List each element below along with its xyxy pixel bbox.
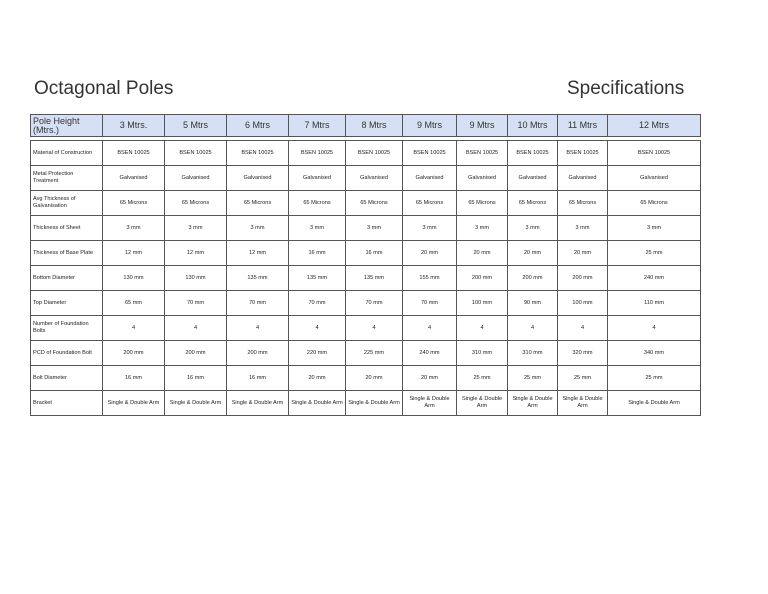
table-cell: Single & Double Arm bbox=[289, 391, 346, 416]
table-row bbox=[31, 141, 701, 166]
header-label: Pole Height (Mtrs.) bbox=[31, 115, 103, 137]
row-label: Thickness of Sheet bbox=[31, 216, 103, 241]
table-cell: 100 mm bbox=[558, 291, 608, 316]
table-row bbox=[31, 216, 701, 241]
row-label: Avg Thickness of Galvanisation bbox=[31, 191, 103, 216]
table-cell: 310 mm bbox=[508, 341, 558, 366]
table-cell: 65 Microns bbox=[346, 191, 403, 216]
table-cell: 16 mm bbox=[103, 366, 165, 391]
table-cell: 240 mm bbox=[403, 341, 457, 366]
table-row bbox=[31, 191, 701, 216]
table-cell: Galvanised bbox=[508, 166, 558, 191]
table-row bbox=[31, 241, 701, 266]
table-cell: 200 mm bbox=[558, 266, 608, 291]
table-cell: BSEN 10025 bbox=[165, 141, 227, 166]
table-cell: 4 bbox=[289, 316, 346, 341]
table-cell: 3 mm bbox=[508, 216, 558, 241]
table-cell: 3 mm bbox=[558, 216, 608, 241]
table-row bbox=[31, 166, 701, 191]
table-cell: 12 mm bbox=[227, 241, 289, 266]
table-cell: 240 mm bbox=[608, 266, 701, 291]
table-cell: 225 mm bbox=[346, 341, 403, 366]
row-label: Bracket bbox=[31, 391, 103, 416]
column-header: 11 Mtrs bbox=[558, 115, 608, 137]
table-cell: 340 mm bbox=[608, 341, 701, 366]
table-row bbox=[31, 291, 701, 316]
table-cell: 200 mm bbox=[103, 341, 165, 366]
table-row bbox=[31, 366, 701, 391]
table-cell: Single & Double Arm bbox=[608, 391, 701, 416]
table-cell: 70 mm bbox=[403, 291, 457, 316]
table-cell: 70 mm bbox=[346, 291, 403, 316]
specifications-table bbox=[30, 114, 701, 416]
table-cell: BSEN 10025 bbox=[403, 141, 457, 166]
row-label: Bolt Diameter bbox=[31, 366, 103, 391]
table-cell: Galvanised bbox=[289, 166, 346, 191]
row-label: Material of Construction bbox=[31, 141, 103, 166]
table-cell: 3 mm bbox=[346, 216, 403, 241]
column-header: 8 Mtrs bbox=[346, 115, 403, 137]
table-cell: Galvanised bbox=[227, 166, 289, 191]
table-cell: 16 mm bbox=[289, 241, 346, 266]
table-row bbox=[31, 341, 701, 366]
table-cell: 12 mm bbox=[165, 241, 227, 266]
column-header: 12 Mtrs bbox=[608, 115, 701, 137]
table-cell: 135 mm bbox=[346, 266, 403, 291]
table-cell: 25 mm bbox=[608, 241, 701, 266]
row-label: Thickness of Base Plate bbox=[31, 241, 103, 266]
table-cell: 16 mm bbox=[165, 366, 227, 391]
table-cell: 4 bbox=[165, 316, 227, 341]
table-cell: 65 Microns bbox=[558, 191, 608, 216]
table-cell: 320 mm bbox=[558, 341, 608, 366]
table-cell: 310 mm bbox=[457, 341, 508, 366]
table-cell: 3 mm bbox=[289, 216, 346, 241]
table-cell: 65 Microns bbox=[289, 191, 346, 216]
row-label: PCD of Foundation Bolt bbox=[31, 341, 103, 366]
column-header: 10 Mtrs bbox=[508, 115, 558, 137]
table-cell: 4 bbox=[508, 316, 558, 341]
table-cell: 65 Microns bbox=[227, 191, 289, 216]
table-cell: 4 bbox=[103, 316, 165, 341]
table-cell: 65 Microns bbox=[608, 191, 701, 216]
table-cell: 3 mm bbox=[457, 216, 508, 241]
table-cell: 65 Microns bbox=[103, 191, 165, 216]
table-cell: Single & Double Arm bbox=[165, 391, 227, 416]
table-header-row bbox=[31, 115, 701, 137]
table-cell: Galvanised bbox=[608, 166, 701, 191]
table-cell: 25 mm bbox=[608, 366, 701, 391]
table-cell: Single & Double Arm bbox=[103, 391, 165, 416]
table-cell: Galvanised bbox=[558, 166, 608, 191]
table-cell: BSEN 10025 bbox=[608, 141, 701, 166]
table-cell: 155 mm bbox=[403, 266, 457, 291]
column-header: 5 Mtrs bbox=[165, 115, 227, 137]
table-cell: 90 mm bbox=[508, 291, 558, 316]
row-label: Number of Foundation Bolts bbox=[31, 316, 103, 341]
table-cell: 4 bbox=[227, 316, 289, 341]
table-cell: 200 mm bbox=[508, 266, 558, 291]
table-cell: 16 mm bbox=[346, 241, 403, 266]
table-cell: Galvanised bbox=[403, 166, 457, 191]
table-cell: Single & Double Arm bbox=[346, 391, 403, 416]
column-header: 3 Mtrs. bbox=[103, 115, 165, 137]
table-cell: Galvanised bbox=[346, 166, 403, 191]
table-cell: 25 mm bbox=[457, 366, 508, 391]
table-row bbox=[31, 391, 701, 416]
table-cell: Single & Double Arm bbox=[403, 391, 457, 416]
table-cell: 4 bbox=[457, 316, 508, 341]
table-cell: 3 mm bbox=[227, 216, 289, 241]
table-cell: BSEN 10025 bbox=[457, 141, 508, 166]
table-cell: 110 mm bbox=[608, 291, 701, 316]
table-cell: 20 mm bbox=[403, 366, 457, 391]
table-cell: 25 mm bbox=[558, 366, 608, 391]
table-cell: BSEN 10025 bbox=[289, 141, 346, 166]
table-cell: 65 mm bbox=[103, 291, 165, 316]
table-row bbox=[31, 316, 701, 341]
table-cell: 135 mm bbox=[289, 266, 346, 291]
table-cell: Single & Double Arm bbox=[227, 391, 289, 416]
table-cell: 130 mm bbox=[103, 266, 165, 291]
table-cell: 20 mm bbox=[346, 366, 403, 391]
column-header: 6 Mtrs bbox=[227, 115, 289, 137]
table-cell: 20 mm bbox=[403, 241, 457, 266]
table-cell: Galvanised bbox=[103, 166, 165, 191]
table-cell: 70 mm bbox=[227, 291, 289, 316]
row-label: Top Diameter bbox=[31, 291, 103, 316]
table-body bbox=[31, 115, 701, 416]
table-cell: 4 bbox=[608, 316, 701, 341]
table-cell: Single & Double Arm bbox=[508, 391, 558, 416]
table-cell: BSEN 10025 bbox=[227, 141, 289, 166]
table-cell: 4 bbox=[558, 316, 608, 341]
table-cell: BSEN 10025 bbox=[103, 141, 165, 166]
column-header: 7 Mtrs bbox=[289, 115, 346, 137]
table-cell: 4 bbox=[346, 316, 403, 341]
table-cell: 100 mm bbox=[457, 291, 508, 316]
table-cell: 4 bbox=[403, 316, 457, 341]
table-cell: BSEN 10025 bbox=[508, 141, 558, 166]
page-title: Octagonal Poles bbox=[34, 78, 174, 99]
table-cell: 70 mm bbox=[165, 291, 227, 316]
table-cell: 130 mm bbox=[165, 266, 227, 291]
table-cell: BSEN 10025 bbox=[346, 141, 403, 166]
section-title: Specifications bbox=[567, 78, 685, 99]
table-cell: 65 Microns bbox=[457, 191, 508, 216]
table-cell: 20 mm bbox=[508, 241, 558, 266]
table-cell: 3 mm bbox=[608, 216, 701, 241]
table-cell: 20 mm bbox=[289, 366, 346, 391]
table-cell: BSEN 10025 bbox=[558, 141, 608, 166]
table-cell: 12 mm bbox=[103, 241, 165, 266]
table-cell: 65 Microns bbox=[165, 191, 227, 216]
table-cell: 3 mm bbox=[165, 216, 227, 241]
table-cell: 65 Microns bbox=[508, 191, 558, 216]
row-label: Bottom Diameter bbox=[31, 266, 103, 291]
table-cell: 20 mm bbox=[558, 241, 608, 266]
table-cell: 135 mm bbox=[227, 266, 289, 291]
table-cell: 65 Microns bbox=[403, 191, 457, 216]
table-cell: Single & Double Arm bbox=[457, 391, 508, 416]
table-cell: Single & Double Arm bbox=[558, 391, 608, 416]
table-cell: 20 mm bbox=[457, 241, 508, 266]
table-cell: 200 mm bbox=[165, 341, 227, 366]
table-cell: 3 mm bbox=[403, 216, 457, 241]
table-cell: 16 mm bbox=[227, 366, 289, 391]
row-label: Metal Protection Treatment bbox=[31, 166, 103, 191]
table-cell: 220 mm bbox=[289, 341, 346, 366]
table-cell: 70 mm bbox=[289, 291, 346, 316]
table-cell: Galvanised bbox=[165, 166, 227, 191]
column-header: 9 Mtrs bbox=[457, 115, 508, 137]
table-cell: 200 mm bbox=[227, 341, 289, 366]
table-cell: Galvanised bbox=[457, 166, 508, 191]
column-header: 9 Mtrs bbox=[403, 115, 457, 137]
table-row bbox=[31, 266, 701, 291]
table-cell: 25 mm bbox=[508, 366, 558, 391]
table-cell: 200 mm bbox=[457, 266, 508, 291]
table-cell: 3 mm bbox=[103, 216, 165, 241]
